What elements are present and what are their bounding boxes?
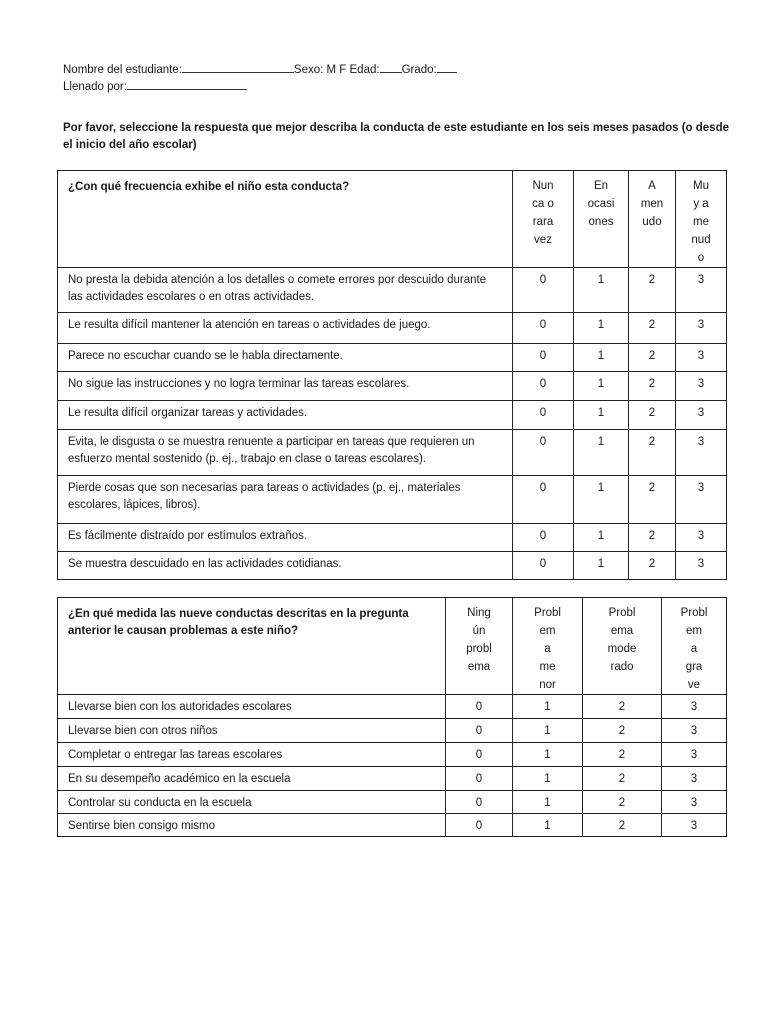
frequency-row [58,476,727,524]
frequency-score-option[interactable]: 1 [574,313,629,344]
frequency-row [58,313,727,344]
impairment-score-option[interactable]: 1 [513,791,583,814]
frequency-score-option[interactable]: 2 [629,476,676,524]
frequency-item-text: Pierde cosas que son necesarias para tareas o actividades (p. ej., materiales escolares, lápices, libros). [58,476,513,524]
impairment-score-option[interactable]: 2 [583,767,662,791]
frequency-item-text: Se muestra descuidado en las actividades cotidianas. [58,552,513,580]
frequency-score-option[interactable]: 2 [629,344,676,372]
impairment-item-text: Sentirse bien consigo mismo [58,814,446,837]
instructions-text: Por favor, seleccione la respuesta que mejor describa la conducta de este estudiante en los seis meses pasados (o desde el inicio del año escolar) [63,122,729,151]
frequency-item-text: Es fácilmente distraído por estímulos extraños. [58,524,513,552]
impairment-score-option[interactable]: 0 [446,814,513,837]
frequency-score-option[interactable]: 0 [513,476,574,524]
frequency-score-option[interactable]: 0 [513,372,574,401]
frequency-score-option[interactable]: 3 [676,313,727,344]
impairment-score-option[interactable]: 1 [513,743,583,767]
filled-by-line [63,77,247,96]
frequency-header-row [58,171,727,268]
impairment-table [57,597,727,837]
frequency-score-option[interactable]: 0 [513,524,574,552]
impairment-column-header: Probl em a me nor [513,598,583,695]
frequency-column-header: A men udo [629,171,676,268]
frequency-score-option[interactable]: 1 [574,344,629,372]
frequency-score-option[interactable]: 3 [676,552,727,580]
student-name-blank[interactable] [182,60,294,73]
frequency-column-header: En ocasi ones [574,171,629,268]
grade-blank[interactable] [437,60,457,73]
frequency-score-option[interactable]: 3 [676,401,727,430]
filled-by-blank[interactable] [127,77,247,90]
impairment-score-option[interactable]: 3 [662,719,727,743]
frequency-row [58,344,727,372]
frequency-score-option[interactable]: 1 [574,401,629,430]
frequency-item-text: Evita, le disgusta o se muestra renuente a participar en tareas que requieren un esfuerzo mental sostenido (p. ej., trabajo en clase o tareas escolares). [58,430,513,476]
age-blank[interactable] [380,60,402,73]
frequency-question: ¿Con qué frecuencia exhibe el niño esta conducta? [58,171,513,268]
impairment-score-option[interactable]: 2 [583,743,662,767]
impairment-header-row [58,598,727,695]
student-name-label: Nombre del estudiante: [63,64,182,76]
impairment-score-option[interactable]: 3 [662,695,727,719]
impairment-score-option[interactable]: 1 [513,695,583,719]
filled-by-label: Llenado por: [63,81,127,93]
frequency-score-option[interactable]: 3 [676,372,727,401]
impairment-score-option[interactable]: 3 [662,743,727,767]
frequency-score-option[interactable]: 2 [629,401,676,430]
frequency-score-option[interactable]: 0 [513,344,574,372]
impairment-score-option[interactable]: 0 [446,767,513,791]
impairment-item-text: Controlar su conducta en la escuela [58,791,446,814]
impairment-score-option[interactable]: 3 [662,767,727,791]
frequency-score-option[interactable]: 1 [574,476,629,524]
frequency-score-option[interactable]: 1 [574,552,629,580]
frequency-item-text: Parece no escuchar cuando se le habla directamente. [58,344,513,372]
impairment-item-text: En su desempeño académico en la escuela [58,767,446,791]
impairment-score-option[interactable]: 3 [662,791,727,814]
frequency-score-option[interactable]: 0 [513,268,574,313]
frequency-score-option[interactable]: 2 [629,313,676,344]
grade-label: Grado: [401,64,437,76]
frequency-score-option[interactable]: 0 [513,313,574,344]
frequency-row [58,524,727,552]
frequency-row [58,401,727,430]
frequency-table [57,170,727,580]
impairment-row [58,767,727,791]
impairment-score-option[interactable]: 0 [446,743,513,767]
frequency-score-option[interactable]: 0 [513,430,574,476]
impairment-score-option[interactable]: 1 [513,814,583,837]
frequency-score-option[interactable]: 3 [676,344,727,372]
impairment-score-option[interactable]: 1 [513,719,583,743]
frequency-score-option[interactable]: 2 [629,372,676,401]
frequency-score-option[interactable]: 2 [629,552,676,580]
frequency-item-text: No sigue las instrucciones y no logra terminar las tareas escolares. [58,372,513,401]
impairment-score-option[interactable]: 2 [583,719,662,743]
frequency-item-text: Le resulta difícil mantener la atención en tareas o actividades de juego. [58,313,513,344]
frequency-column-header: Mu y a me nud o [676,171,727,268]
impairment-column-header: Probl ema mode rado [583,598,662,695]
impairment-row [58,791,727,814]
impairment-column-header: Ning ún probl ema [446,598,513,695]
frequency-row [58,372,727,401]
impairment-score-option[interactable]: 1 [513,767,583,791]
frequency-item-text: No presta la debida atención a los detalles o comete errores por descuido durante las actividades escolares o en otras actividades. [58,268,513,313]
impairment-row [58,719,727,743]
frequency-score-option[interactable]: 2 [629,524,676,552]
frequency-column-header: Nun ca o rara vez [513,171,574,268]
frequency-score-option[interactable]: 3 [676,476,727,524]
frequency-item-text: Le resulta difícil organizar tareas y actividades. [58,401,513,430]
impairment-score-option[interactable]: 3 [662,814,727,837]
frequency-score-option[interactable]: 1 [574,430,629,476]
impairment-score-option[interactable]: 2 [583,695,662,719]
frequency-score-option[interactable]: 3 [676,430,727,476]
impairment-score-option[interactable]: 2 [583,791,662,814]
impairment-question: ¿En qué medida las nueve conductas descritas en la pregunta anterior le causan problemas a este niño? [58,598,446,695]
frequency-score-option[interactable]: 0 [513,401,574,430]
frequency-score-option[interactable]: 0 [513,552,574,580]
impairment-row [58,695,727,719]
impairment-item-text: Completar o entregar las tareas escolares [58,743,446,767]
frequency-row [58,430,727,476]
impairment-score-option[interactable]: 0 [446,791,513,814]
impairment-item-text: Llevarse bien con otros niños [58,719,446,743]
frequency-score-option[interactable]: 3 [676,524,727,552]
frequency-score-option[interactable]: 1 [574,372,629,401]
impairment-row [58,743,727,767]
impairment-column-header: Probl em a gra ve [662,598,727,695]
frequency-row [58,268,727,313]
impairment-score-option[interactable]: 2 [583,814,662,837]
impairment-item-text: Llevarse bien con los autoridades escolares [58,695,446,719]
frequency-score-option[interactable]: 1 [574,524,629,552]
frequency-score-option[interactable]: 3 [676,268,727,313]
sex-age-label: Sexo: M F Edad: [293,64,380,76]
frequency-row [58,552,727,580]
frequency-score-option[interactable]: 1 [574,268,629,313]
frequency-score-option[interactable]: 2 [629,268,676,313]
frequency-score-option[interactable]: 2 [629,430,676,476]
impairment-score-option[interactable]: 0 [446,719,513,743]
impairment-score-option[interactable]: 0 [446,695,513,719]
impairment-row [58,814,727,837]
